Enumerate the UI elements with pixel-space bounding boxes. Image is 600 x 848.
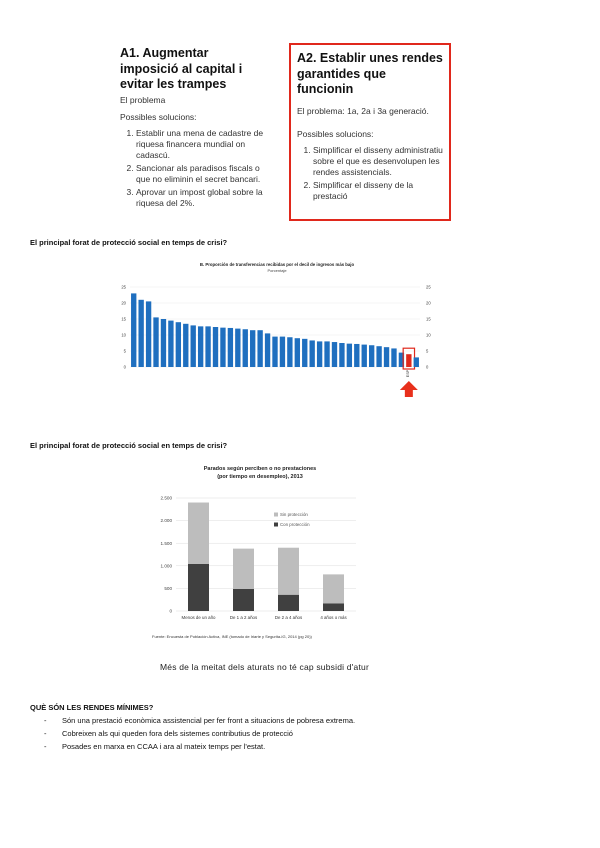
bar-segment (278, 595, 299, 611)
bar-segment (323, 603, 344, 611)
bar (376, 346, 381, 367)
chart2-title: Parados según perciben o no prestaciones (203, 466, 317, 472)
bar (205, 326, 210, 367)
bar-segment (323, 574, 344, 603)
x-tick-label: Menos de un año (181, 615, 216, 620)
y-tick-label: 2.500 (160, 495, 172, 501)
panel-a1-solutions-label: Possibles solucions: (120, 112, 197, 123)
bar-segment (278, 548, 299, 595)
list-item: 1. Establir una mena de cadastre de riquesa financera mundial on cadascú. (136, 128, 270, 161)
bar (220, 328, 225, 367)
bar (332, 342, 337, 367)
bar (228, 328, 233, 367)
legend-label: Con protección (280, 522, 310, 527)
bar (280, 337, 285, 367)
panel-a2 (289, 43, 451, 221)
panel-a2-list (313, 145, 444, 202)
x-tick-label: ESP (405, 370, 410, 378)
bar (265, 333, 270, 367)
bar-segment (188, 503, 209, 564)
bar (198, 326, 203, 367)
bar (310, 340, 315, 367)
panel-a1-list (136, 128, 270, 209)
list-item: 2. Sancionar als paradisos fiscals o que no eliminin el secret bancari. (136, 163, 270, 185)
panel-a2-title: A2. Establir unes rendes garantides que funcionin (297, 51, 443, 97)
bar (153, 317, 158, 367)
y-tick-label: 1.500 (160, 540, 172, 546)
y-tick-label-right: 20 (426, 300, 431, 306)
y-tick-label: 10 (121, 332, 126, 338)
bar (250, 330, 255, 367)
bar (213, 327, 218, 367)
chart1-title: B. Proporción de transferencias recibidas por el decil de ingresos más bajo (199, 262, 355, 267)
x-tick-label: De 2 a 4 años (274, 615, 303, 620)
list-item: - Posades en marxa en CCAA i ara al mateix temps per l'estat. (30, 742, 355, 751)
bar (191, 325, 196, 367)
bar (384, 347, 389, 367)
section-title-2: El principal forat de protecció social en temps de crisi? (30, 441, 228, 450)
legend-swatch (274, 523, 278, 527)
section-title-1: El principal forat de protecció social en temps de crisi? (30, 238, 228, 247)
bar (347, 344, 352, 367)
arrow-up-icon (400, 381, 418, 397)
legend-swatch (274, 513, 278, 517)
chart-transfers-lowest-decile (112, 257, 442, 397)
rendes-list (30, 716, 355, 751)
list-item: 3. Aprovar un impost global sobre la riquesa del 2%. (136, 187, 270, 209)
chart-unemployed-protection (148, 458, 363, 643)
bar (302, 339, 307, 367)
legend-label: Sin protección (280, 512, 308, 517)
bar (414, 357, 419, 367)
y-tick-label-right: 0 (426, 364, 429, 370)
bar (362, 345, 367, 367)
chart-caption: Més de la meitat dels aturats no té cap subsidi d'atur (160, 662, 369, 672)
bar (339, 343, 344, 367)
x-tick-label: 4 años o más (320, 615, 347, 620)
y-tick-label-right: 5 (426, 348, 429, 354)
y-tick-label-right: 10 (426, 332, 431, 338)
bar (176, 322, 181, 367)
bar (138, 300, 143, 367)
panel-a1-problem: El problema (120, 94, 166, 105)
bar (257, 330, 262, 367)
rendes-heading: QUÈ SÓN LES RENDES MÍNIMES? (30, 703, 154, 712)
y-tick-label: 15 (121, 316, 126, 322)
bar (243, 329, 248, 367)
bar-segment (233, 549, 254, 589)
y-tick-label: 500 (164, 586, 172, 591)
rendes-section (30, 703, 355, 755)
bar (272, 337, 277, 367)
y-tick-label: 25 (121, 284, 126, 290)
y-tick-label: 20 (121, 300, 126, 306)
y-tick-label: 5 (123, 348, 126, 354)
bar (287, 337, 292, 367)
y-tick-label: 0 (169, 608, 172, 614)
bar (295, 338, 300, 367)
x-tick-label: De 1 a 2 años (229, 615, 258, 620)
bar (131, 293, 136, 367)
y-tick-label-right: 25 (426, 284, 431, 290)
y-tick-label: 2.000 (160, 518, 172, 524)
bar-highlighted (406, 354, 411, 367)
panel-a1 (120, 46, 270, 221)
panel-a2-problem: El problema: 1a, 2a i 3a generació. (297, 105, 429, 116)
y-tick-label-right: 15 (426, 316, 431, 322)
list-item: 1. Simplificar el disseny administratiu sobre el que es desenvolupen les rendes assistencials. (313, 145, 444, 178)
chart2-source: Fuente: Encuesta de Población Activa, INE (tomado de Iriarte y Segurita-IG, 2014 (pg 20)) (152, 634, 312, 639)
bar (146, 301, 151, 367)
bar (168, 321, 173, 367)
bar (369, 345, 374, 367)
y-tick-label: 1.000 (160, 563, 172, 569)
chart2-subtitle: (por tiempo en desempleo), 2013 (217, 474, 303, 480)
bar (161, 319, 166, 367)
y-tick-label: 0 (123, 364, 126, 370)
bar (317, 341, 322, 367)
chart1-subtitle: Porcentaje (267, 268, 287, 273)
bar-segment (188, 564, 209, 611)
bar-segment (233, 589, 254, 611)
bar (391, 348, 396, 367)
list-item: 2. Simplificar el disseny de la prestació (313, 180, 444, 202)
bar (183, 324, 188, 367)
bar (354, 344, 359, 367)
bar (324, 341, 329, 367)
list-item: - Són una prestació econòmica assistencial per fer front a situacions de pobresa extrema. (30, 716, 355, 725)
panel-a1-title: A1. Augmentar imposició al capital i evitar les trampes (120, 46, 243, 92)
panel-a2-solutions-label: Possibles solucions: (297, 129, 374, 140)
bar (235, 329, 240, 367)
list-item: - Cobreixen als qui queden fora dels sistemes contributius de protecció (30, 729, 355, 738)
